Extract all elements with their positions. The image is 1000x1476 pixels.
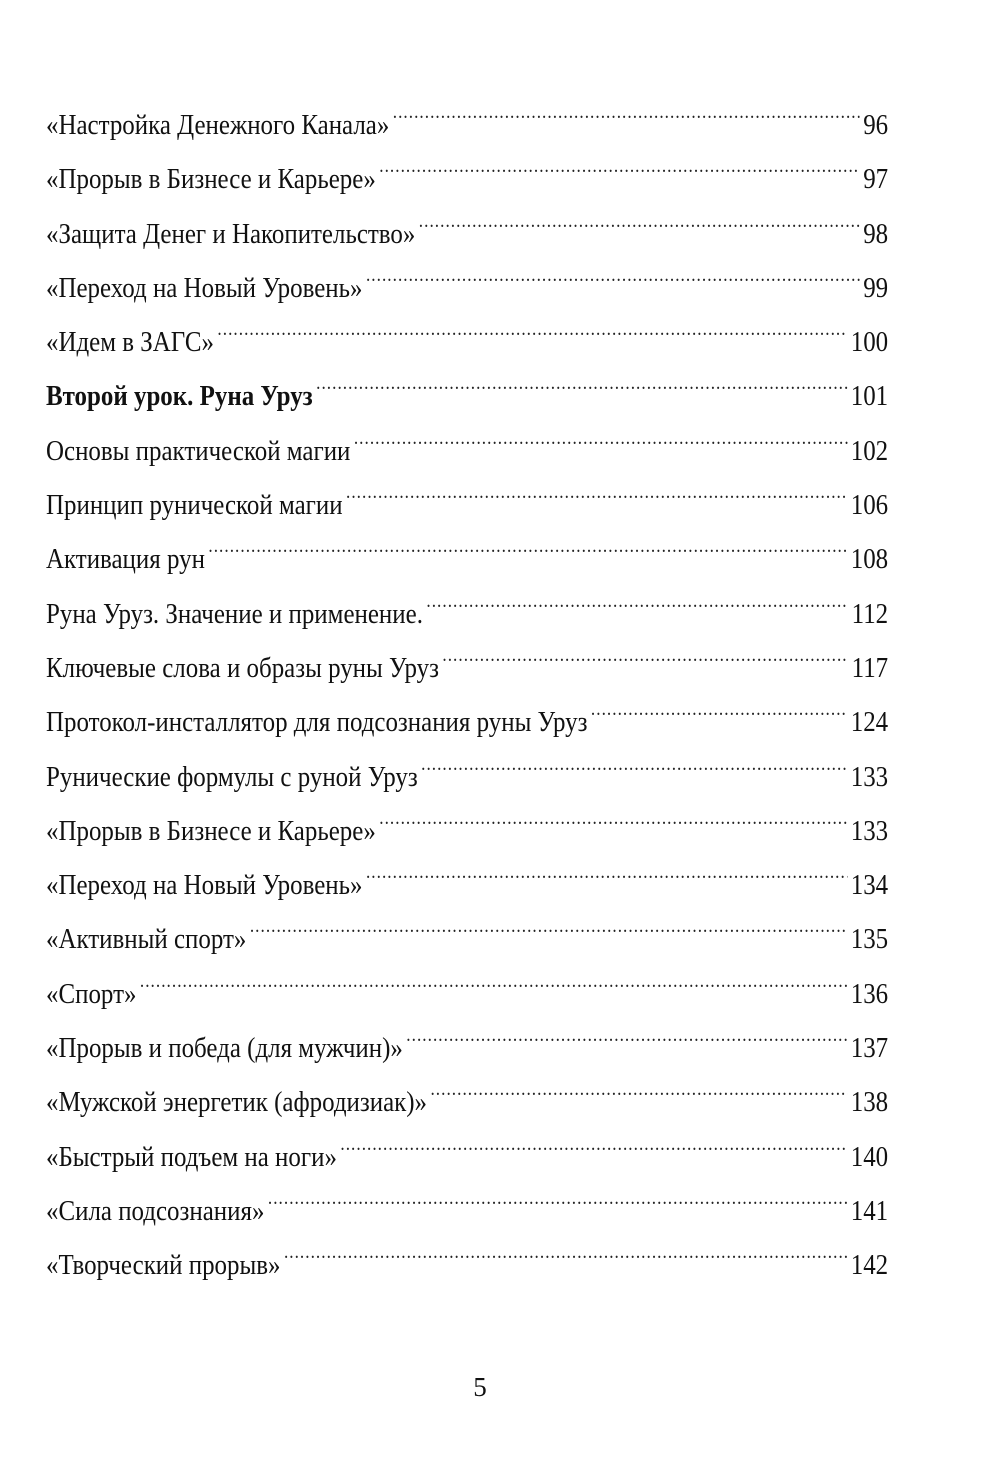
toc-entry-title: «Быстрый подъем на ноги»	[46, 1140, 337, 1173]
dot-leader	[366, 243, 860, 297]
toc-entry-page: 117	[851, 651, 889, 684]
dot-leader	[426, 569, 848, 623]
toc-chapter-heading[interactable]	[46, 351, 889, 413]
toc-entry-page: 112	[851, 597, 889, 630]
toc-entry[interactable]	[46, 189, 889, 250]
toc-entry-page: 142	[850, 1249, 889, 1282]
dot-leader	[140, 949, 847, 1003]
toc-entry-title: «Активный спорт»	[46, 923, 247, 956]
toc-entry[interactable]	[46, 1057, 889, 1119]
toc-entry-page: 96	[863, 109, 889, 141]
toc-entry[interactable]	[46, 677, 889, 739]
toc-entry-page: 101	[850, 380, 889, 413]
toc-entry[interactable]	[46, 514, 889, 576]
toc-entry-page: 124	[850, 706, 889, 739]
toc-entry-page: 135	[850, 923, 889, 956]
toc-entry[interactable]	[46, 1220, 889, 1282]
toc-entry-title: Основы практической магии	[46, 434, 351, 467]
dot-leader	[340, 1112, 847, 1166]
toc-entry-title: «Прорыв в Бизнесе и Карьере»	[46, 814, 376, 847]
dot-leader	[591, 677, 847, 731]
toc-entry-title: «Творческий прорыв»	[46, 1249, 281, 1282]
toc-entry[interactable]	[46, 460, 889, 522]
toc-entry-page: 102	[850, 434, 889, 467]
toc-entry-page: 108	[850, 543, 889, 576]
toc-entry-page: 138	[850, 1086, 889, 1119]
toc-entry-page: 137	[850, 1032, 889, 1065]
toc-entry-title: Рунические формулы с руной Уруз	[46, 760, 418, 793]
dot-leader	[208, 514, 847, 568]
toc-entry-title: «Переход на Новый Уровень»	[46, 869, 363, 902]
toc-entry[interactable]	[46, 1112, 889, 1173]
dot-leader	[250, 894, 847, 948]
dot-leader	[316, 351, 847, 405]
toc-entry[interactable]	[46, 1166, 889, 1227]
toc-entry-page: 106	[850, 489, 889, 522]
toc-entry-title: «Переход на Новый Уровень»	[46, 271, 363, 304]
dot-leader	[284, 1220, 847, 1274]
toc-entry[interactable]	[46, 1003, 889, 1065]
toc-entry-title: Активация рун	[46, 543, 205, 576]
dot-leader	[354, 406, 847, 460]
toc-entry-title: «Идем в ЗАГС»	[46, 326, 214, 359]
toc-entry[interactable]	[46, 569, 889, 630]
toc-entry[interactable]	[46, 297, 889, 359]
toc-entry-page: 136	[850, 977, 889, 1010]
dot-leader	[406, 1003, 847, 1057]
dot-leader	[421, 732, 847, 786]
toc-entry-page: 97	[863, 163, 889, 196]
toc-entry-page: 99	[863, 271, 889, 304]
dot-leader	[217, 297, 847, 351]
toc-entry[interactable]	[46, 786, 889, 847]
dot-leader	[379, 134, 860, 188]
toc-entry-page: 141	[850, 1194, 889, 1227]
toc-entry[interactable]	[46, 732, 889, 793]
toc-entry-title: «Прорыв в Бизнесе и Карьере»	[46, 163, 376, 196]
toc-entry[interactable]	[46, 406, 889, 467]
toc-entry-title: «Защита Денег и Накопительство»	[46, 217, 416, 250]
toc-entry[interactable]	[46, 949, 889, 1010]
toc-entry-page: 133	[850, 814, 889, 847]
dot-leader	[346, 460, 847, 514]
dot-leader	[442, 623, 848, 677]
toc-entry-title: «Спорт»	[46, 977, 137, 1010]
toc-entry-page: 98	[863, 217, 889, 250]
table-of-contents	[46, 80, 889, 1282]
dot-leader	[366, 840, 847, 894]
toc-entry[interactable]	[46, 243, 889, 304]
page-number: 5	[473, 1372, 487, 1402]
toc-entry-page: 133	[850, 760, 889, 793]
dot-leader	[379, 786, 847, 840]
toc-entry-title: «Мужской энергетик (афродизиак)»	[46, 1086, 428, 1119]
dot-leader	[268, 1166, 847, 1220]
dot-leader	[430, 1057, 847, 1111]
toc-entry[interactable]	[46, 134, 889, 196]
toc-entry-page: 140	[850, 1140, 889, 1173]
toc-entry-title: «Прорыв и победа (для мужчин)»	[46, 1032, 403, 1065]
toc-entry-title: Ключевые слова и образы руны Уруз	[46, 651, 439, 684]
toc-entry[interactable]	[46, 623, 889, 684]
toc-entry[interactable]	[46, 894, 889, 956]
toc-entry-title: Принцип рунической магии	[46, 489, 343, 522]
dot-leader	[393, 80, 860, 134]
toc-entry-title: «Сила подсознания»	[46, 1194, 265, 1227]
toc-entry-title: Второй урок. Руна Уруз	[46, 380, 313, 413]
toc-entry-page: 100	[850, 326, 889, 359]
toc-entry-page: 134	[850, 869, 889, 902]
toc-entry[interactable]	[46, 80, 889, 141]
toc-entry-title: Протокол-инсталлятор для подсознания руны Уруз	[46, 706, 588, 739]
toc-entry-title: Руна Уруз. Значение и применение.	[46, 597, 423, 630]
toc-entry[interactable]	[46, 840, 889, 902]
toc-entry-title: «Настройка Денежного Канала»	[46, 109, 390, 141]
dot-leader	[419, 189, 860, 243]
